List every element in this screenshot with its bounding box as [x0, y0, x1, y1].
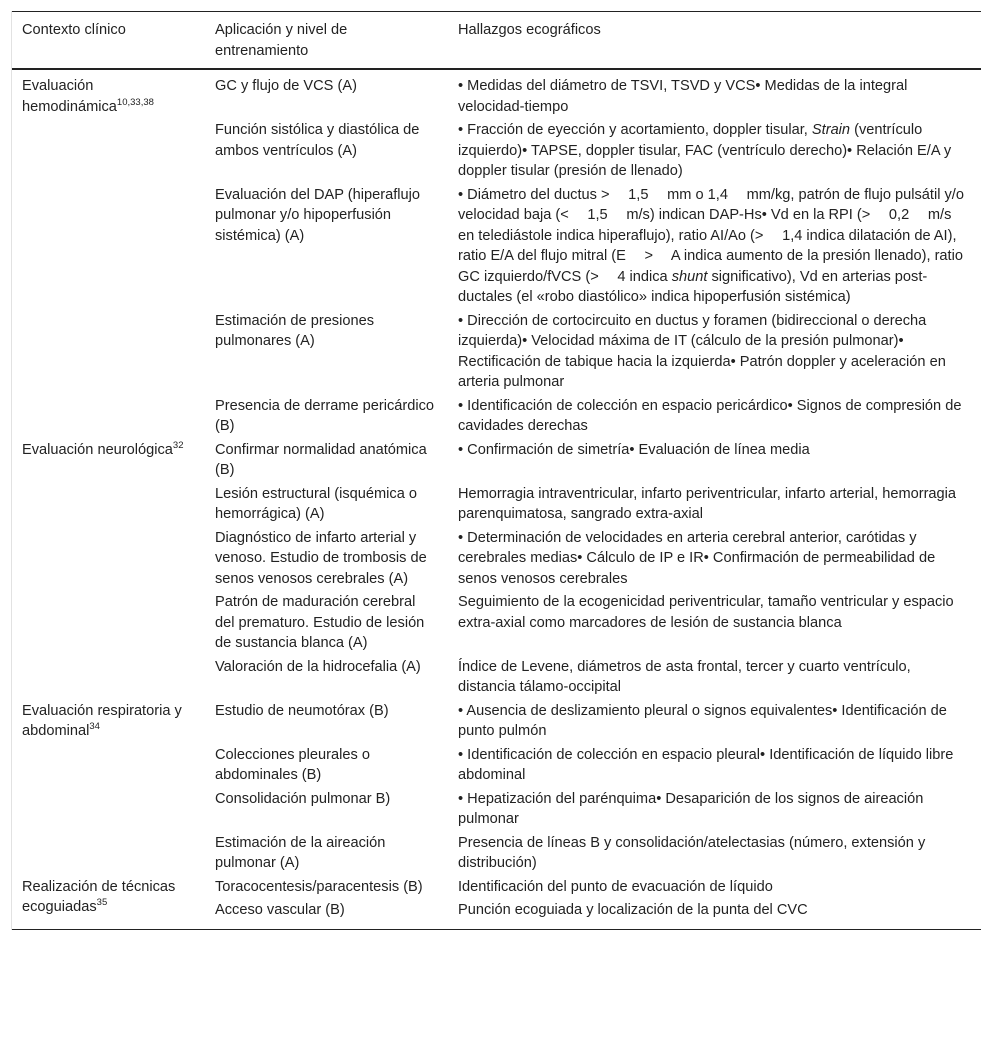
application-cell: Estimación de presiones pulmonares (A) [215, 312, 374, 349]
findings-table-container [11, 11, 981, 930]
clinical-context-label: Realización de técnicas ecoguiadas [22, 878, 176, 915]
clinical-context-cell [12, 69, 205, 439]
findings-text: Identificación del punto de evacuación de líquido [458, 878, 773, 895]
findings-text: Punción ecoguiada y localización de la punta del CVC [458, 902, 808, 918]
clinical-context-cell [12, 876, 205, 930]
application-cell: Confirmar normalidad anatómica (B) [215, 441, 427, 478]
application-cell: Estudio de neumotórax (B) [215, 702, 389, 719]
findings-cell [448, 700, 981, 744]
findings-cell [448, 876, 981, 900]
findings-text: Hemorragia intraventricular, infarto periventricular, infarto arterial, hemorragia parenquimatosa, sangrado extra-axial [458, 485, 957, 522]
application-cell: Evaluación del DAP (hiperaflujo pulmonar y/o hipoperfusión sistémica) (A) [215, 186, 420, 244]
application-cell: Acceso vascular (B) [215, 902, 345, 918]
findings-text: Seguimiento de la ecogenicidad periventricular, tamaño ventricular y espacio extra-axial como marcadores de lesión de sustancia blanca [458, 594, 954, 631]
findings-cell [448, 832, 981, 876]
ultrasound-findings-table [12, 11, 981, 930]
application-cell: Lesión estructural (isquémica o hemorrágica) (A) [215, 485, 417, 522]
header-application: Aplicación y nivel de entrenamiento [215, 22, 348, 59]
application-cell: Estimación de la aireación pulmonar (A) [215, 834, 386, 871]
reference-superscript: 10,33,38 [116, 96, 154, 108]
application-cell: Presencia de derrame pericárdico (B) [215, 397, 435, 434]
findings-cell [448, 591, 981, 656]
application-cell: Patrón de maduración cerebral del prematuro. Estudio de lesión de sustancia blanca (A) [215, 594, 425, 651]
header-clinical-context: Contexto clínico [22, 22, 126, 38]
application-cell: GC y flujo de VCS (A) [215, 78, 357, 94]
table-row [12, 700, 981, 744]
findings-text: • Medidas del diámetro de TSVI, TSVD y VCS• Medidas de la integral velocidad-tiempo [458, 78, 908, 115]
findings-cell [448, 744, 981, 788]
table-row [12, 69, 981, 119]
clinical-context-cell [12, 439, 205, 700]
findings-text: • Identificación de colección en espacio pericárdico• Signos de compresión de cavidades derechas [458, 397, 962, 434]
findings-text: (ventrículo izquierdo)• TAPSE, doppler tisular, FAC (ventrículo derecho)• Relación E/A y doppler tisular (presión de llenado) [458, 122, 952, 179]
findings-text: • Diámetro del ductus > 1,5 mm o 1,4 mm/kg, patrón de flujo pulsátil y/o velocidad baja (< 1,5 m/s) indican DAP-Hs• Vd en la RPI (> 0,2 m/s en telediástole indica hiperaflujo), ratio AI/Ao (> 1,4 indica dilatación de AI), ratio E/A del flujo mitral (E > A indica aumento de la presión llenado), ratio GC izquierdo/fVCS (> 4 indica [458, 186, 964, 285]
reference-superscript: 35 [96, 897, 108, 909]
findings-text: • Confirmación de simetría• Evaluación de línea media [458, 441, 810, 458]
application-cell: Valoración de la hidrocefalia (A) [215, 658, 421, 675]
findings-cell [448, 899, 981, 929]
table-body [12, 69, 981, 929]
findings-text: • Identificación de colección en espacio pleural• Identificación de líquido libre abdominal [458, 746, 954, 783]
header-findings: Hallazgos ecográficos [458, 22, 601, 38]
table-header-row [12, 12, 981, 70]
findings-cell [448, 527, 981, 592]
findings-cell [448, 395, 981, 439]
clinical-context-label: Evaluación respiratoria y abdominal [22, 702, 182, 739]
findings-italic-term: shunt [671, 268, 708, 285]
findings-italic-term: Strain [811, 122, 851, 138]
application-cell: Diagnóstico de infarto arterial y venoso. Estudio de trombosis de senos venosos cerebrales (A) [215, 529, 427, 587]
findings-text: • Dirección de cortocircuito en ductus y foramen (bidireccional o derecha izquierda)• Velocidad máxima de IT (cálculo de la presión pulmonar)• Rectificación de tabique hacia la izquierda• Patrón doppler y aceleración en arteria pulmonar [458, 312, 946, 390]
findings-cell [448, 439, 981, 483]
clinical-context-label: Evaluación neurológica [22, 441, 173, 458]
findings-cell [448, 656, 981, 700]
findings-cell [448, 184, 981, 310]
table-row [12, 876, 981, 900]
findings-cell [448, 483, 981, 527]
application-cell: Función sistólica y diastólica de ambos ventrículos (A) [215, 122, 420, 159]
findings-text: significativo), Vd en arterias post-ductales (el «robo diastólico» indica hipoperfusión sistémica) [458, 268, 928, 305]
findings-text: • Determinación de velocidades en arteria cerebral anterior, carótidas y cerebrales medias• Cálculo de IP e IR• Confirmación de permeabilidad de senos venosos cerebrales [458, 529, 936, 587]
reference-superscript: 34 [89, 721, 100, 733]
findings-cell [448, 119, 981, 184]
table-row [12, 439, 981, 483]
application-cell: Toracocentesis/paracentesis (B) [215, 878, 423, 895]
clinical-context-label: Evaluación hemodinámica [22, 78, 117, 115]
findings-text: Índice de Levene, diámetros de asta frontal, tercer y cuarto ventrículo, distancia tálamo-occipital [458, 658, 911, 695]
findings-cell [448, 69, 981, 119]
findings-text: • Hepatización del parénquima• Desaparición de los signos de aireación pulmonar [458, 790, 924, 827]
application-cell: Consolidación pulmonar B) [215, 790, 391, 807]
findings-cell [448, 310, 981, 395]
findings-cell [448, 788, 981, 832]
clinical-context-cell [12, 700, 205, 876]
findings-text: Presencia de líneas B y consolidación/atelectasias (número, extensión y distribución) [458, 834, 926, 871]
findings-text: • Ausencia de deslizamiento pleural o signos equivalentes• Identificación de punto pulmón [458, 702, 947, 739]
findings-text: • Fracción de eyección y acortamiento, doppler tisular, [458, 122, 812, 138]
application-cell: Colecciones pleurales o abdominales (B) [215, 746, 370, 783]
reference-superscript: 32 [172, 439, 184, 451]
